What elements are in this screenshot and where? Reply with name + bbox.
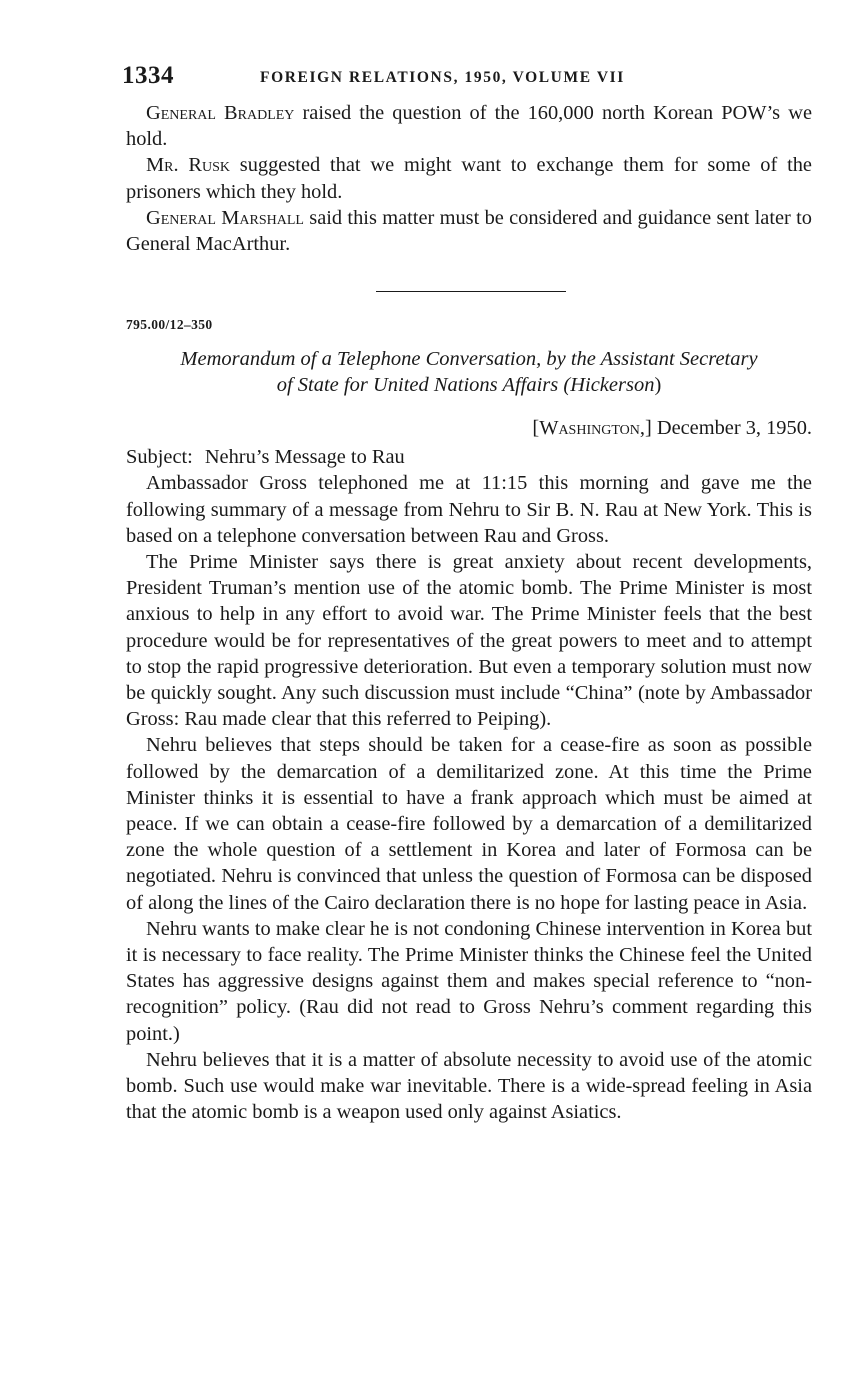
page-number: 1334 [122, 62, 174, 89]
speaker-name: General Marshall [146, 206, 304, 229]
file-number: 795.00/12–350 [126, 317, 213, 333]
continuation-section [126, 100, 812, 257]
paragraph-text: raised the question of the 160,000 north Korean POW’s we hold. [126, 102, 812, 151]
dateline-bracket: [ [532, 417, 540, 440]
speaker-name: General Bradley [146, 102, 295, 124]
continuation-paragraph [126, 205, 812, 257]
title-line [126, 372, 812, 398]
document-page [122, 60, 812, 1126]
title-text: ) [654, 374, 662, 397]
dateline [126, 415, 812, 441]
section-divider [376, 291, 566, 292]
title-line: Memorandum of a Telephone Conversation, by the Assistant Secretary [180, 348, 758, 371]
paragraph-text: said this matter must be considered and guidance sent later to General MacArthur. [126, 206, 812, 256]
subject-value: Nehru’s Message to Rau [204, 446, 405, 469]
body-paragraph: Ambassador Gross telephoned me at 11:15 this morning and gave me the following summary of a message from Nehru to Sir B. N. Rau at New York. This is based on a telephone conversation between Rau and Gross. [126, 472, 812, 547]
body-paragraph: Nehru believes that it is a matter of absolute necessity to avoid use of the atomic bomb. Such use would make war inevitable. There is a wide-spread feeling in Asia that the atomic bomb is a weapon used only against Asiatics. [126, 1048, 812, 1124]
dateline-place: Washington [539, 417, 640, 440]
dateline-date: ,] December 3, 1950. [639, 417, 812, 440]
body-paragraph: The Prime Minister says there is great anxiety about recent developments, President Truman’s mention use of the atomic bomb. The Prime Minister is most anxious to help in any effort to avoid war. The Prime Minister feels that the best procedure would be for representatives of the great powers to meet and to attempt to stop the rapid progressive deterioration. But even a temporary solution must now be quickly sought. Any such discussion must include “China” (note by Ambassador Gross: Rau made clear that this referred to Peiping). [126, 551, 812, 731]
paragraph-text: suggested that we might want to exchange them for some of the prisoners which they hold. [126, 154, 812, 203]
title-text: of State for United Nations Affairs ( [276, 374, 571, 397]
subject-line [126, 444, 812, 470]
continuation-paragraph [126, 152, 812, 204]
memo-body [126, 470, 812, 1125]
body-paragraph: Nehru believes that steps should be taken for a cease-fire as soon as possible followed by the demarcation of a demilitarized zone. At this time the Prime Minister thinks it is essential to have a frank approach which must be aimed at peace. If we can obtain a cease-fire followed by a demarcation of a demilitarized zone the whole question of a settlement in Korea and later of Formosa can be negotiated. Nehru is convinced that unless the question of Formosa can be disposed of along the lines of the Cairo declaration there is no hope for lasting peace in Asia. [126, 734, 812, 914]
continuation-paragraph [126, 100, 812, 152]
page-header [122, 60, 812, 100]
running-head: FOREIGN RELATIONS, 1950, VOLUME VII [260, 69, 625, 86]
document-title [126, 346, 812, 398]
speaker-name: Mr. Rusk [146, 154, 230, 177]
subject-label: Subject: [126, 446, 193, 469]
body-paragraph: Nehru wants to make clear he is not condoning Chinese intervention in Korea but it is necessary to face reality. The Prime Minister thinks the Chinese feel the United States has aggressive designs against them and makes special reference to “non-recognition” policy. (Rau did not read to Gross Nehru’s comment regarding this point.) [126, 917, 812, 1045]
author-name: Hickerson [570, 374, 655, 397]
